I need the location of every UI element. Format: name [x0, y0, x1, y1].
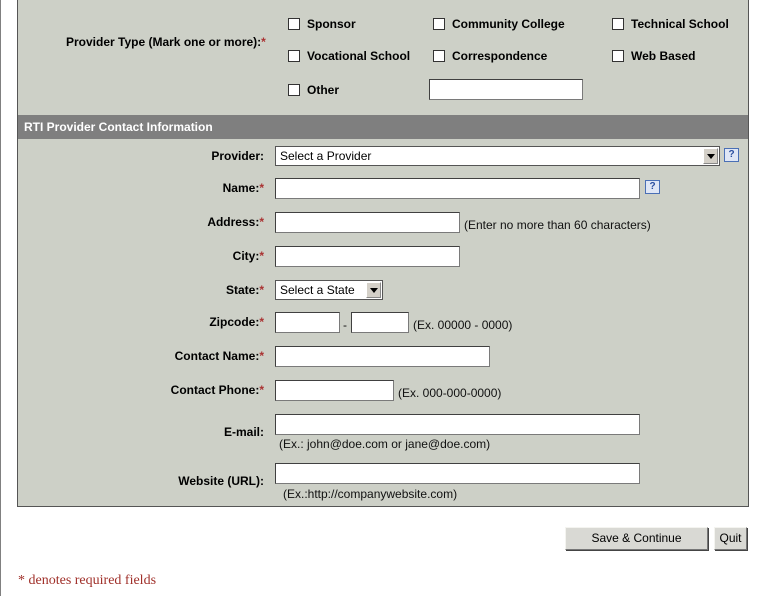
state-label [226, 283, 264, 297]
address-label [207, 215, 264, 229]
required-mark: * [259, 383, 264, 397]
checkbox-box[interactable] [433, 50, 445, 62]
provider-select-value: Select a Provider [280, 149, 372, 163]
website-label: Website (URL): [178, 474, 264, 488]
checkbox-vocational-school[interactable] [288, 49, 410, 63]
name-help-icon[interactable]: ? [645, 180, 660, 194]
save-continue-button[interactable]: Save & Continue [565, 527, 708, 550]
checkbox-technical-school[interactable] [612, 17, 729, 31]
required-mark: * [259, 283, 264, 297]
provider-label: Provider: [211, 149, 264, 163]
required-mark: * [259, 249, 264, 263]
email-label: E-mail: [223, 425, 264, 439]
required-mark: * [259, 349, 264, 363]
quit-button[interactable]: Quit [714, 527, 747, 550]
section-header: RTI Provider Contact Information [18, 115, 748, 139]
checkbox-sponsor[interactable] [288, 17, 356, 31]
zipcode-label-text: Zipcode: [209, 315, 260, 329]
address-label-text: Address: [207, 215, 260, 229]
dropdown-arrow-icon[interactable] [703, 148, 718, 164]
contact-phone-label [171, 383, 264, 397]
required-mark: * [259, 215, 264, 229]
other-provider-type-input[interactable] [429, 79, 583, 100]
form-panel [17, 0, 749, 507]
checkbox-label: Technical School [631, 17, 729, 31]
state-select[interactable] [275, 280, 383, 300]
provider-select[interactable] [275, 146, 720, 166]
website-hint: (Ex.:http://companywebsite.com) [283, 487, 458, 501]
checkbox-label: Community College [452, 17, 565, 31]
contact-name-input[interactable] [275, 346, 490, 367]
checkbox-box[interactable] [288, 50, 300, 62]
checkbox-label: Correspondence [452, 49, 548, 63]
zipcode-input[interactable] [275, 312, 340, 333]
zipcode-extension-input[interactable] [351, 312, 409, 333]
email-input[interactable] [275, 414, 640, 435]
checkbox-label: Sponsor [307, 17, 356, 31]
city-label-text: City: [232, 249, 260, 263]
dropdown-arrow-icon[interactable] [366, 282, 381, 298]
checkbox-box[interactable] [288, 18, 300, 30]
checkbox-box[interactable] [433, 18, 445, 30]
city-input[interactable] [275, 246, 460, 267]
checkbox-label: Vocational School [307, 49, 411, 63]
zipcode-hint: (Ex. 00000 - 0000) [413, 318, 513, 332]
checkbox-box[interactable] [612, 18, 624, 30]
checkbox-box[interactable] [612, 50, 624, 62]
contact-phone-hint: (Ex. 000-000-0000) [398, 386, 502, 400]
required-fields-footnote: * denotes required fields [18, 573, 157, 588]
state-select-value: Select a State [280, 283, 355, 297]
checkbox-other[interactable] [288, 83, 339, 97]
provider-type-label [66, 35, 266, 49]
required-mark: * [261, 35, 266, 49]
zipcode-label [209, 315, 264, 329]
checkbox-correspondence[interactable] [433, 49, 547, 63]
checkbox-label: Other [307, 83, 340, 97]
checkbox-label: Web Based [631, 49, 696, 63]
checkbox-box[interactable] [288, 84, 300, 96]
contact-phone-label-text: Contact Phone: [170, 383, 260, 397]
email-hint: (Ex.: john@doe.com or jane@doe.com) [279, 437, 491, 451]
address-input[interactable] [275, 212, 460, 233]
address-hint: (Enter no more than 60 characters) [464, 218, 651, 232]
zipcode-separator: - [343, 318, 347, 332]
required-mark: * [259, 315, 264, 329]
website-input[interactable] [275, 463, 640, 484]
provider-help-icon[interactable]: ? [724, 148, 739, 162]
contact-name-label [175, 349, 264, 363]
name-input[interactable] [275, 178, 640, 199]
state-label-text: State: [225, 283, 260, 297]
name-label [223, 181, 264, 195]
checkbox-web-based[interactable] [612, 49, 695, 63]
checkbox-community-college[interactable] [433, 17, 565, 31]
city-label [233, 249, 264, 263]
name-label-text: Name: [222, 181, 260, 195]
contact-name-label-text: Contact Name: [174, 349, 260, 363]
contact-phone-input[interactable] [275, 380, 394, 401]
required-mark: * [259, 181, 264, 195]
provider-type-label-text: Provider Type (Mark one or more): [66, 35, 262, 49]
